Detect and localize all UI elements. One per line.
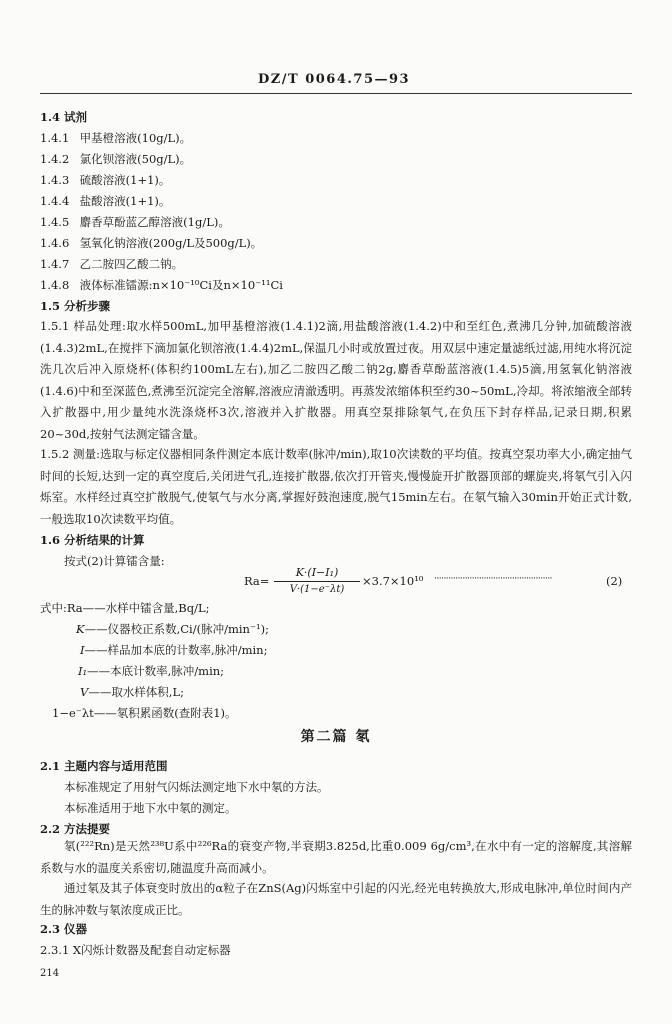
item-number: 1.4.6 <box>40 236 70 250</box>
variable-symbol: V <box>80 685 89 699</box>
formula-rhs: ×3.7×10¹⁰ <box>362 574 424 588</box>
variable-symbol: K <box>76 622 85 636</box>
item-text: 盐酸溶液(1+1)。 <box>79 194 171 208</box>
variable-definition <box>80 685 184 699</box>
reagent-item <box>40 257 183 271</box>
variable-symbol: 1−e⁻λt <box>52 706 94 720</box>
item-text: 氢氧化钠溶液(200g/L及500g/L)。 <box>79 236 263 250</box>
section-heading-1-6: 1.6 分析结果的计算 <box>40 533 145 547</box>
section-heading-2-1: 2.1 主题内容与适用范围 <box>40 759 168 773</box>
standard-code-header: DZ/T 0064.75—93 <box>258 72 411 87</box>
item-text: 氯化钡溶液(50g/L)。 <box>79 152 192 166</box>
reagent-item <box>40 173 170 187</box>
item-number: 1.4.2 <box>40 152 70 166</box>
fraction-bar <box>274 581 360 582</box>
variable-description: ——氡积累函数(查附表1)。 <box>93 706 237 720</box>
item-text: 乙二胺四乙酸二钠。 <box>79 257 184 271</box>
variable-definition <box>76 622 269 636</box>
equation-number: (2) <box>606 574 623 588</box>
scope-line-2: 本标准适用于地下水中氡的测定。 <box>64 801 237 815</box>
part-two-title: 第二篇 氡 <box>300 729 372 745</box>
section-heading-2-3: 2.3 仪器 <box>40 922 88 936</box>
reagent-item <box>40 152 191 166</box>
variable-definition <box>78 664 224 678</box>
variable-description: ——本底计数率,脉冲/min; <box>87 664 225 678</box>
calculation-intro: 按式(2)计算镭含量: <box>64 554 165 568</box>
item-number: 1.4.4 <box>40 194 70 208</box>
section-heading-1-5: 1.5 分析步骤 <box>40 299 111 313</box>
instrument-item-2-3-1: 2.3.1 X闪烁计数器及配套自动定标器 <box>40 943 231 957</box>
formula-denominator: V·(1−e⁻λt) <box>289 584 345 595</box>
variable-symbol: I <box>80 643 85 657</box>
variable-symbol: I₁ <box>78 664 88 678</box>
formula-numerator: K·(I−I₁) <box>295 566 339 579</box>
paragraph-1-5-1: 1.5.1 样品处理:取水样500mL,加甲基橙溶液(1.4.1)2滴,用盐酸溶液(1.4.2)中和至红色,煮沸几分钟,加硫酸溶液(1.4.3)2mL,在搅拌下滴加氯化钡溶液(1.4.4)2mL,保温几小时或放置过夜。用双层中速定量滤纸过滤,用纯水将沉淀洗几次后冲入原烧杯(体积约100mL左右),加乙二胺四乙酸二钠2g,麝香草酚蓝溶液(1.4.5)5滴,用氢氧化钠溶液(1.4.6)中和至深蓝色,煮沸至沉淀完全溶解,溶液应清澈透明。再蒸发浓缩体积至约30~50mL,冷却。将浓缩液全部转入扩散器中,用少量纯水洗涤烧杯3次,溶液并入扩散器。用真空泵排除氡气,在负压下封存样品,记录日期,积累20~30d,按射气法测定镭含量。 <box>40 319 632 441</box>
reagent-item <box>40 278 283 292</box>
variable-definition <box>80 643 267 657</box>
variable-description: ——样品加本底的计数率,脉冲/min; <box>84 643 268 657</box>
scope-line-1: 本标准规定了用射气闪烁法测定地下水中氡的方法。 <box>64 780 329 794</box>
reagent-item <box>40 236 262 250</box>
formula-fraction <box>274 566 360 596</box>
header-rule <box>40 93 632 94</box>
formula-lhs: Ra= <box>244 574 270 588</box>
item-number: 1.4.3 <box>40 173 70 187</box>
radium-formula <box>244 566 634 596</box>
where-label: 式中: <box>40 601 67 615</box>
reagent-item <box>40 131 191 145</box>
variable-description: ——取水样体积,L; <box>88 685 184 699</box>
method-paragraph-1: 氡(²²²Rn)是天然²³⁸U系中²²⁶Ra的衰变产物,半衰期3.825d,比重0.009 6g/cm³,在水中有一定的溶解度,其溶解系数与水的温度关系密切,随温度升高而减小。 <box>40 839 632 875</box>
section-heading-1-4: 1.4 试剂 <box>40 110 88 124</box>
reagent-item <box>40 215 230 229</box>
item-number: 1.4.7 <box>40 257 70 271</box>
variable-description: ——水样中镭含量,Bq/L; <box>82 601 210 615</box>
item-text: 甲基橙溶液(10g/L)。 <box>79 131 192 145</box>
item-text: 麝香草酚蓝乙醇溶液(1g/L)。 <box>79 215 230 229</box>
item-number: 1.4.5 <box>40 215 70 229</box>
variable-definitions-label <box>40 601 210 615</box>
item-number: 1.4.1 <box>40 131 70 145</box>
item-number: 1.4.8 <box>40 278 70 292</box>
variable-definition <box>52 706 237 720</box>
page-number: 214 <box>40 968 60 979</box>
item-text: 液体标准镭源:n×10⁻¹⁰Ci及n×10⁻¹¹Ci <box>79 278 283 292</box>
variable-description: ——仪器校正系数,Ci/(脉冲/min⁻¹); <box>84 622 269 636</box>
formula-leader-dots: ·················································· <box>434 574 553 584</box>
section-heading-2-2: 2.2 方法提要 <box>40 822 111 836</box>
variable-symbol: Ra <box>66 601 83 615</box>
method-paragraph-2: 通过氡及其子体衰变时放出的α粒子在ZnS(Ag)闪烁室中引起的闪光,经光电转换放大,形成电脉冲,单位时间内产生的脉冲数与氡浓度成正比。 <box>40 881 632 917</box>
item-text: 硫酸溶液(1+1)。 <box>79 173 171 187</box>
reagent-item <box>40 194 170 208</box>
paragraph-1-5-2: 1.5.2 测量:选取与标定仪器相同条件测定本底计数率(脉冲/min),取10次读数的平均值。按真空泵功率大小,确定抽气时间的长短,达到一定的真空度后,关闭进气孔,连接扩散器,依次打开管夹,慢慢旋开扩散器顶部的螺旋夹,将氡气引入闪烁室。水样经过真空扩散脱气,使氡气与水分离,掌握好鼓泡速度,脱气15min左右。在氡气输入30min开始正式计数,一般选取10次读数平均值。 <box>40 447 632 526</box>
